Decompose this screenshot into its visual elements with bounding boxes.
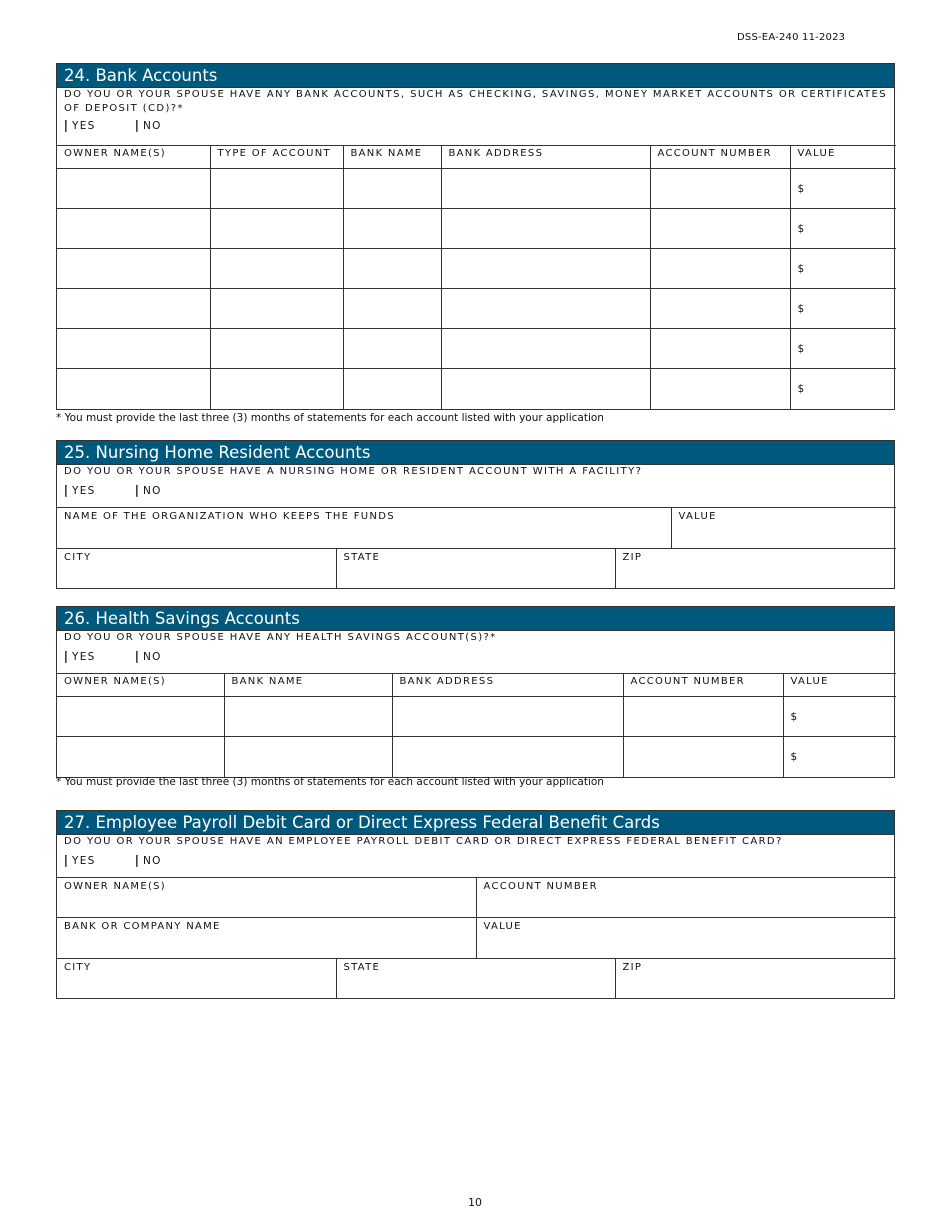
value-field[interactable]: $	[790, 329, 896, 369]
type-field[interactable]	[210, 249, 343, 289]
table-header-row	[57, 146, 896, 169]
bank-address-field[interactable]	[441, 209, 650, 249]
checkbox-box[interactable]	[65, 485, 67, 497]
column-header: OWNER NAME(S)	[57, 674, 224, 697]
account-number-field[interactable]	[623, 737, 783, 777]
owner-field[interactable]	[57, 289, 210, 329]
no-label: NO	[143, 120, 162, 132]
account-number-field[interactable]	[650, 369, 790, 409]
type-field[interactable]	[210, 369, 343, 409]
no-label: NO	[143, 485, 162, 497]
field-label: ZIP	[622, 551, 643, 563]
column-header: BANK ADDRESS	[392, 674, 623, 697]
owner-field[interactable]	[57, 697, 224, 737]
table-header-row	[57, 674, 896, 697]
nursing-org-table	[57, 507, 896, 548]
table-row	[57, 958, 896, 998]
state-field[interactable]	[336, 958, 615, 998]
payroll-address-table	[57, 958, 896, 999]
section-bank-accounts	[56, 63, 895, 410]
bank-address-field[interactable]	[392, 697, 623, 737]
value-field[interactable]: $	[783, 737, 896, 777]
no-checkbox[interactable]	[136, 854, 162, 868]
checkbox-box[interactable]	[136, 855, 138, 867]
field-label: ZIP	[622, 961, 643, 973]
section-title: 27. Employee Payroll Debit Card or Direct Express Federal Benefit Cards	[57, 811, 894, 835]
yes-checkbox[interactable]	[65, 650, 96, 664]
bank-address-field[interactable]	[441, 329, 650, 369]
no-label: NO	[143, 651, 162, 663]
table-row	[57, 697, 896, 737]
yes-label: YES	[72, 120, 96, 132]
table-row	[57, 329, 896, 369]
account-number-field[interactable]	[650, 169, 790, 209]
nursing-address-table	[57, 548, 896, 589]
table-row	[57, 249, 896, 289]
section-title: 25. Nursing Home Resident Accounts	[57, 441, 894, 465]
field-label: STATE	[343, 551, 381, 563]
account-number-field[interactable]	[650, 209, 790, 249]
page-number: 10	[468, 1196, 482, 1209]
state-field[interactable]	[336, 548, 615, 588]
checkbox-box[interactable]	[65, 651, 67, 663]
table-row	[57, 548, 896, 588]
yes-label: YES	[72, 651, 96, 663]
bank-address-field[interactable]	[392, 737, 623, 777]
bank-address-field[interactable]	[441, 369, 650, 409]
account-number-field[interactable]	[650, 329, 790, 369]
field-label: BANK OR COMPANY NAME	[64, 921, 221, 932]
owner-field[interactable]	[57, 737, 224, 777]
section-nursing-home	[56, 440, 895, 589]
bank-name-field[interactable]	[343, 369, 441, 409]
yes-no-group	[57, 481, 894, 507]
yes-label: YES	[72, 485, 96, 497]
value-field[interactable]	[671, 508, 896, 548]
checkbox-box[interactable]	[136, 120, 138, 132]
column-header: VALUE	[783, 674, 896, 697]
value-field[interactable]: $	[790, 369, 896, 409]
bank-name-field[interactable]	[343, 329, 441, 369]
value-field[interactable]: $	[783, 697, 896, 737]
column-header: OWNER NAME(S)	[57, 146, 210, 169]
bank-name-field[interactable]	[343, 289, 441, 329]
column-header: ACCOUNT NUMBER	[623, 674, 783, 697]
value-field[interactable]: $	[790, 249, 896, 289]
bank-name-field[interactable]	[343, 249, 441, 289]
column-header: TYPE OF ACCOUNT	[210, 146, 343, 169]
bank-name-field[interactable]	[224, 697, 392, 737]
checkbox-box[interactable]	[136, 485, 138, 497]
bank-address-field[interactable]	[441, 289, 650, 329]
table-row	[57, 209, 896, 249]
no-label: NO	[143, 855, 162, 867]
type-field[interactable]	[210, 289, 343, 329]
organization-field[interactable]	[57, 508, 671, 548]
owner-field[interactable]	[57, 878, 476, 918]
field-label: ACCOUNT NUMBER	[483, 881, 598, 892]
field-label: NAME OF THE ORGANIZATION WHO KEEPS THE FUNDS	[64, 511, 395, 522]
account-number-field[interactable]	[650, 249, 790, 289]
owner-field[interactable]	[57, 169, 210, 209]
statement-note: * You must provide the last three (3) months of statements for each account listed with your application	[56, 776, 604, 788]
no-checkbox[interactable]	[136, 650, 162, 664]
value-field[interactable]: $	[790, 209, 896, 249]
statement-note: * You must provide the last three (3) months of statements for each account listed with your application	[56, 412, 604, 424]
checkbox-box[interactable]	[65, 120, 67, 132]
form-number: DSS-EA-240 11-2023	[737, 32, 846, 43]
field-label: CITY	[64, 961, 92, 973]
section-question: DO YOU OR YOUR SPOUSE HAVE A NURSING HOME OR RESIDENT ACCOUNT WITH A FACILITY?	[64, 466, 643, 477]
table-row	[57, 508, 896, 548]
table-row	[57, 169, 896, 209]
section-question: DO YOU OR YOUR SPOUSE HAVE ANY HEALTH SAVINGS ACCOUNT(S)?*	[64, 632, 497, 643]
yes-no-group	[57, 851, 894, 877]
yes-checkbox[interactable]	[65, 484, 96, 498]
checkbox-box[interactable]	[136, 651, 138, 663]
type-field[interactable]	[210, 209, 343, 249]
section-payroll-debit-card	[56, 810, 895, 999]
bank-name-field[interactable]	[224, 737, 392, 777]
yes-checkbox[interactable]	[65, 119, 96, 133]
value-field[interactable]: $	[790, 289, 896, 329]
city-field[interactable]	[57, 548, 336, 588]
section-question: DO YOU OR YOUR SPOUSE HAVE AN EMPLOYEE PAYROLL DEBIT CARD OR DIRECT EXPRESS FEDERAL BENEFIT CARD?	[64, 836, 783, 847]
no-checkbox[interactable]	[136, 484, 162, 498]
yes-no-group	[57, 647, 894, 673]
account-number-field[interactable]	[476, 878, 896, 918]
bank-address-field[interactable]	[441, 169, 650, 209]
field-label: OWNER NAME(S)	[64, 881, 167, 892]
zip-field[interactable]	[615, 548, 896, 588]
column-header: VALUE	[790, 146, 896, 169]
account-number-field[interactable]	[623, 697, 783, 737]
city-field[interactable]	[57, 958, 336, 998]
section-question: DO YOU OR YOUR SPOUSE HAVE ANY BANK ACCOUNTS, SUCH AS CHECKING, SAVINGS, MONEY MARKET ACCOUNTS OR CERTIFICATES OF DEPOSIT (CD)?*	[64, 89, 887, 114]
bank-name-field[interactable]	[343, 209, 441, 249]
health-savings-table	[57, 673, 896, 777]
column-header: BANK ADDRESS	[441, 146, 650, 169]
bank-company-field[interactable]	[57, 918, 476, 958]
column-header: BANK NAME	[224, 674, 392, 697]
value-field[interactable]	[476, 918, 896, 958]
account-number-field[interactable]	[650, 289, 790, 329]
yes-no-group	[57, 116, 894, 145]
table-row	[57, 918, 896, 958]
owner-field[interactable]	[57, 249, 210, 289]
section-title: 26. Health Savings Accounts	[57, 607, 894, 631]
owner-field[interactable]	[57, 369, 210, 409]
bank-accounts-table	[57, 145, 896, 409]
payroll-card-table	[57, 877, 896, 958]
table-row	[57, 878, 896, 918]
field-label: CITY	[64, 551, 92, 563]
no-checkbox[interactable]	[136, 119, 162, 133]
section-health-savings	[56, 606, 895, 778]
zip-field[interactable]	[615, 958, 896, 998]
yes-checkbox[interactable]	[65, 854, 96, 868]
section-title: 24. Bank Accounts	[57, 64, 894, 88]
type-field[interactable]	[210, 169, 343, 209]
yes-label: YES	[72, 855, 96, 867]
table-row	[57, 369, 896, 409]
table-row	[57, 289, 896, 329]
checkbox-box[interactable]	[65, 855, 67, 867]
owner-field[interactable]	[57, 209, 210, 249]
value-field[interactable]: $	[790, 169, 896, 209]
field-label: VALUE	[483, 921, 522, 932]
column-header: ACCOUNT NUMBER	[650, 146, 790, 169]
column-header: BANK NAME	[343, 146, 441, 169]
field-label: VALUE	[678, 511, 717, 522]
bank-name-field[interactable]	[343, 169, 441, 209]
owner-field[interactable]	[57, 329, 210, 369]
bank-address-field[interactable]	[441, 249, 650, 289]
field-label: STATE	[343, 961, 381, 973]
table-row	[57, 737, 896, 777]
type-field[interactable]	[210, 329, 343, 369]
